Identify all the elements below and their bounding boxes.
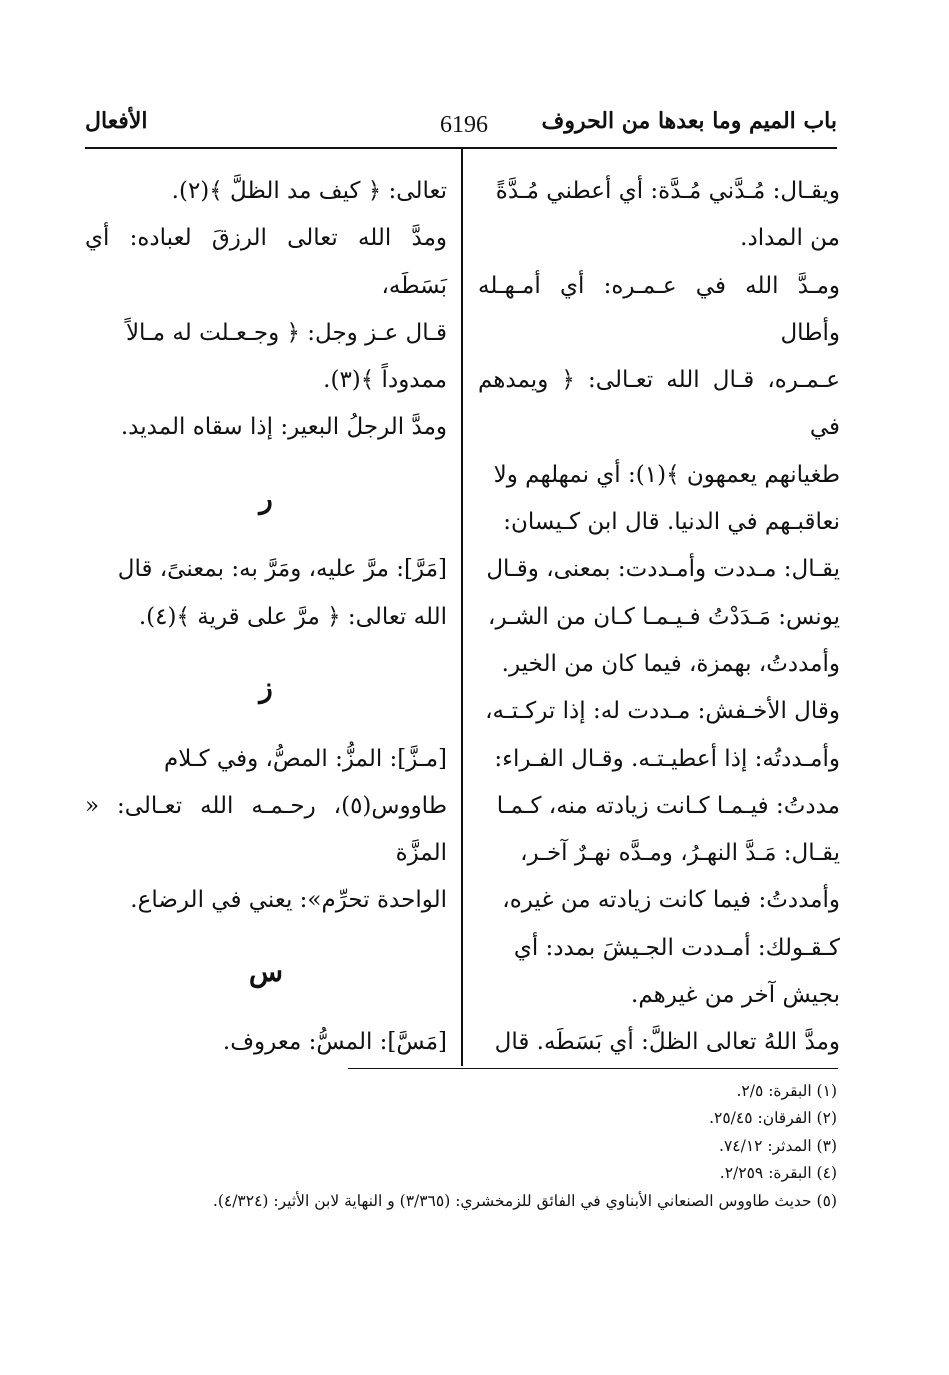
footnote: (١) البقرة: ٢/٥.	[736, 1082, 837, 1100]
text-line: الله تعالى: ﴿ مرَّ على قرية ﴾(٤).	[138, 603, 447, 630]
footnote: (٣) المدثر: ٧٤/١٢.	[719, 1136, 837, 1155]
text-line: ومدَّ اللهُ تعالى الظلَّ: أي بَسَطَه. قال	[494, 1029, 840, 1056]
text-line: [مَسَّ]: المسُّ: معروف.	[222, 1029, 447, 1056]
text-line: نعاقبـهم في الدنيا. قال ابن كـيسان:	[503, 509, 840, 536]
chapter-title: باب الميم وما بعدها من الحروف	[541, 108, 837, 134]
text-line: ومـدَّ الله في عـمـره: أي أمـهـله وأطال	[478, 272, 840, 346]
text-line: بجيش آخر من غيرهم.	[631, 982, 840, 1009]
text-line: قـال عـز وجل: ﴿ وجـعـلت له مـالاً	[125, 319, 447, 346]
left-column	[85, 168, 447, 1067]
text-line: ممدوداً ﴾(٣).	[323, 367, 447, 394]
text-line: [مَرَّ]: مرَّ عليه، ومَرَّ به: بمعنىً، قال	[117, 556, 447, 583]
text-line: عـمـره، قـال الله تعـالى: ﴿ ويمدهم في	[478, 367, 840, 441]
text-line: مددتُ: فيـمـا كـانت زيادته منه، كـمـا	[496, 792, 840, 819]
text-line: وقال الأخـفش: مـددت له: إذا تركـتـه،	[485, 698, 840, 725]
text-line: تعالى: ﴿ كيف مد الظلَّ ﴾(٢).	[171, 178, 447, 204]
text-line: كـقـولك: أمـددت الجـيشَ بمدد: أي	[513, 934, 840, 961]
text-line: طاووس(٥)، رحـمـه الله تعـالى: « المزَّة	[85, 792, 447, 867]
text-line: [مـزَّ]: المزُّ: المصُّ، وفي كـلام	[163, 745, 447, 772]
footnotes	[85, 1078, 837, 1215]
page-header	[85, 108, 837, 148]
letter-heading-sin: س	[248, 954, 284, 988]
section-title: الأفعال	[85, 108, 148, 134]
column-divider	[461, 148, 463, 1066]
footnote: (٤) البقرة: ٢/٢٥٩.	[719, 1164, 837, 1183]
footnote: (٢) الفرقان: ٢٥/٤٥.	[709, 1109, 837, 1128]
text-line: يقـال: مـددت وأمـددت: بمعنى، وقـال	[486, 556, 840, 583]
text-line: الواحدة تحرِّم»: يعني في الرضاع.	[130, 887, 447, 914]
letter-heading-zay: ز	[259, 670, 273, 704]
text-line: ويقـال: مُـدَّني مُـدَّة: أي أعطني مُـدَّةً	[495, 178, 840, 204]
page-number: 6196	[440, 112, 488, 138]
right-column	[478, 168, 840, 1067]
text-line: من المداد.	[740, 225, 840, 252]
footnote-rule	[348, 1068, 838, 1069]
letter-heading-ra: ر	[259, 481, 273, 515]
text-line: طغيانهم يعمهون ﴾(١): أي نمهلهم ولا	[493, 461, 840, 488]
text-line: وأمددتُ، بهمزة، فيما كان من الخير.	[501, 650, 840, 677]
text-line: يونس: مَـدَدْتُ فـيـمـا كـان من الشـر،	[488, 603, 840, 630]
text-line: وأمـددتُه: إذا أعطيـتـه. وقـال الفـراء:	[494, 745, 840, 772]
text-line: ومدَّ الرجلُ البعير: إذا سقاه المديد.	[120, 414, 447, 441]
text-line: ومدَّ الله تعالى الرزقَ لعباده: أي بَسَطَه،	[85, 225, 447, 299]
footnote: (٥) حديث طاووس الصنعاني الأبناوي في الفائق للزمخشري: (٣/٣٦٥) و النهاية لابن الأثير: (٤/٣٢٤).	[212, 1191, 837, 1210]
text-line: يقـال: مَـدَّ النهـرُ، ومـدَّه نهـرٌ آخـر،	[520, 840, 840, 867]
text-line: وأمددتُ: فيما كانت زيادته من غيره،	[502, 887, 840, 914]
